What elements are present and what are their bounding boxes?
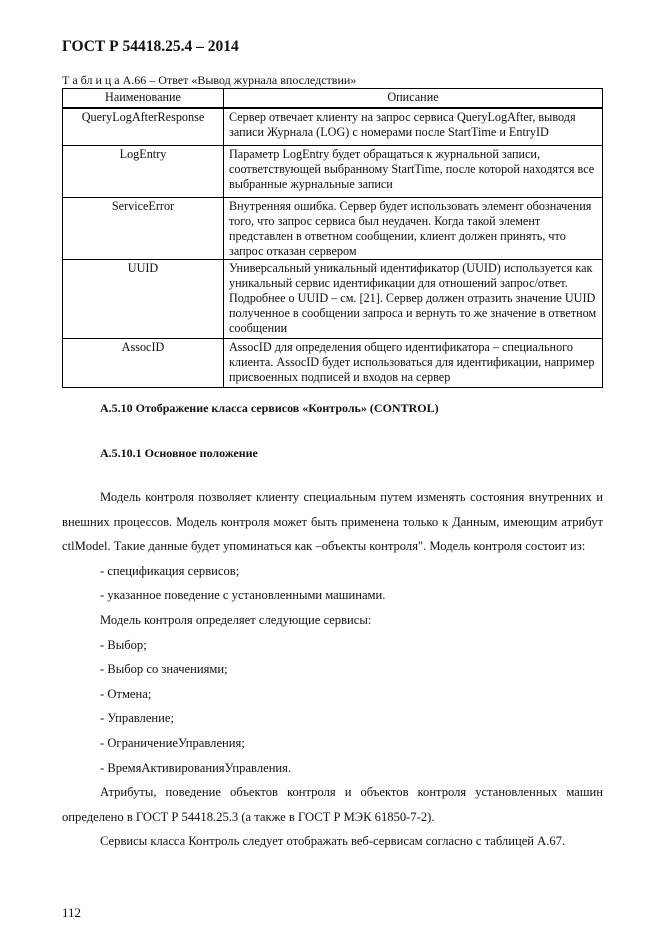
cell-name: LogEntry [63, 145, 224, 197]
cell-description: AssocID для определения общего идентификатора – специального клиента. AssocID будет использоваться для идентификации, например присвоенных подписей и входов на сервер [224, 338, 603, 387]
paragraph: Модель контроля определяет следующие сервисы: [100, 612, 372, 627]
cell-description: Параметр LogEntry будет обращаться к журнальной записи, соответствующей выбранному StartTime, после которой находятся все выбранные журнальные записи [224, 145, 603, 197]
cell-description: Сервер отвечает клиенту на запрос сервиса QueryLogAfter, выводя записи Журнала (LOG) с номерами после StartTime и EntryID [224, 108, 603, 145]
list-item: - ОграничениеУправления; [100, 735, 245, 750]
table-row [63, 108, 603, 145]
cell-description: Универсальный уникальный идентификатор (UUID) используется как уникальный сервис идентификации для отношений запрос/ответ. Подробнее о UUID – см. [21]. Сервер должен отразить значение UUID полученное в сообщении запроса и вернуть то же значение в ответном сообщении [224, 259, 603, 338]
cell-name: AssocID [63, 338, 224, 387]
list-item: - указанное поведение с установленными машинами. [100, 588, 386, 603]
list-item: - Управление; [100, 711, 174, 726]
table-header-row [63, 89, 603, 109]
list-item: - Отмена; [100, 686, 152, 701]
list-item: - Выбор; [100, 637, 147, 652]
document-header: ГОСТ Р 54418.25.4 – 2014 [62, 38, 239, 55]
list-item: - ВремяАктивированияУправления. [100, 760, 292, 775]
response-table [62, 88, 603, 388]
body-text [62, 485, 603, 854]
table-row [63, 259, 603, 338]
subsection-heading: А.5.10.1 Основное положение [100, 446, 258, 460]
cell-name: ServiceError [63, 197, 224, 259]
table-row [63, 197, 603, 259]
cell-name: QueryLogAfterResponse [63, 108, 224, 145]
section-heading: А.5.10 Отображение класса сервисов «Контроль» (CONTROL) [100, 401, 439, 415]
table-row [63, 338, 603, 387]
table-row [63, 145, 603, 197]
paragraph: Сервисы класса Контроль следует отображать веб-сервисам согласно с таблицей А.67. [100, 834, 566, 849]
list-item: - Выбор со значениями; [100, 662, 228, 677]
cell-name: UUID [63, 259, 224, 338]
cell-description: Внутренняя ошибка. Сервер будет использовать элемент обозначения того, что запрос сервиса был неудачен. Когда такой элемент представлен в ответном сообщении, клиент должен принять, что запрос отказан сервером [224, 197, 603, 259]
table-caption: Т а бл и ц а А.66 – Ответ «Вывод журнала впоследствии» [62, 73, 357, 87]
column-header-name: Наименование [63, 89, 224, 109]
paragraph: Модель контроля позволяет клиенту специальным путем изменять состояния внутренних и внешних процессов. Модель контроля может быть применена только к Данным, имеющим атрибут ctlModel. Такие данные будет упоминаться как –объекты контроля". Модель контроля состоит из: [62, 490, 603, 554]
page-number: 112 [62, 905, 82, 920]
paragraph: Атрибуты, поведение объектов контроля и объектов контроля установленных машин определено в ГОСТ Р 54418.25.3 (а также в ГОСТ Р МЭК 61850-7-2). [62, 785, 603, 824]
column-header-description: Описание [224, 89, 603, 109]
list-item: - спецификация сервисов; [100, 563, 240, 578]
